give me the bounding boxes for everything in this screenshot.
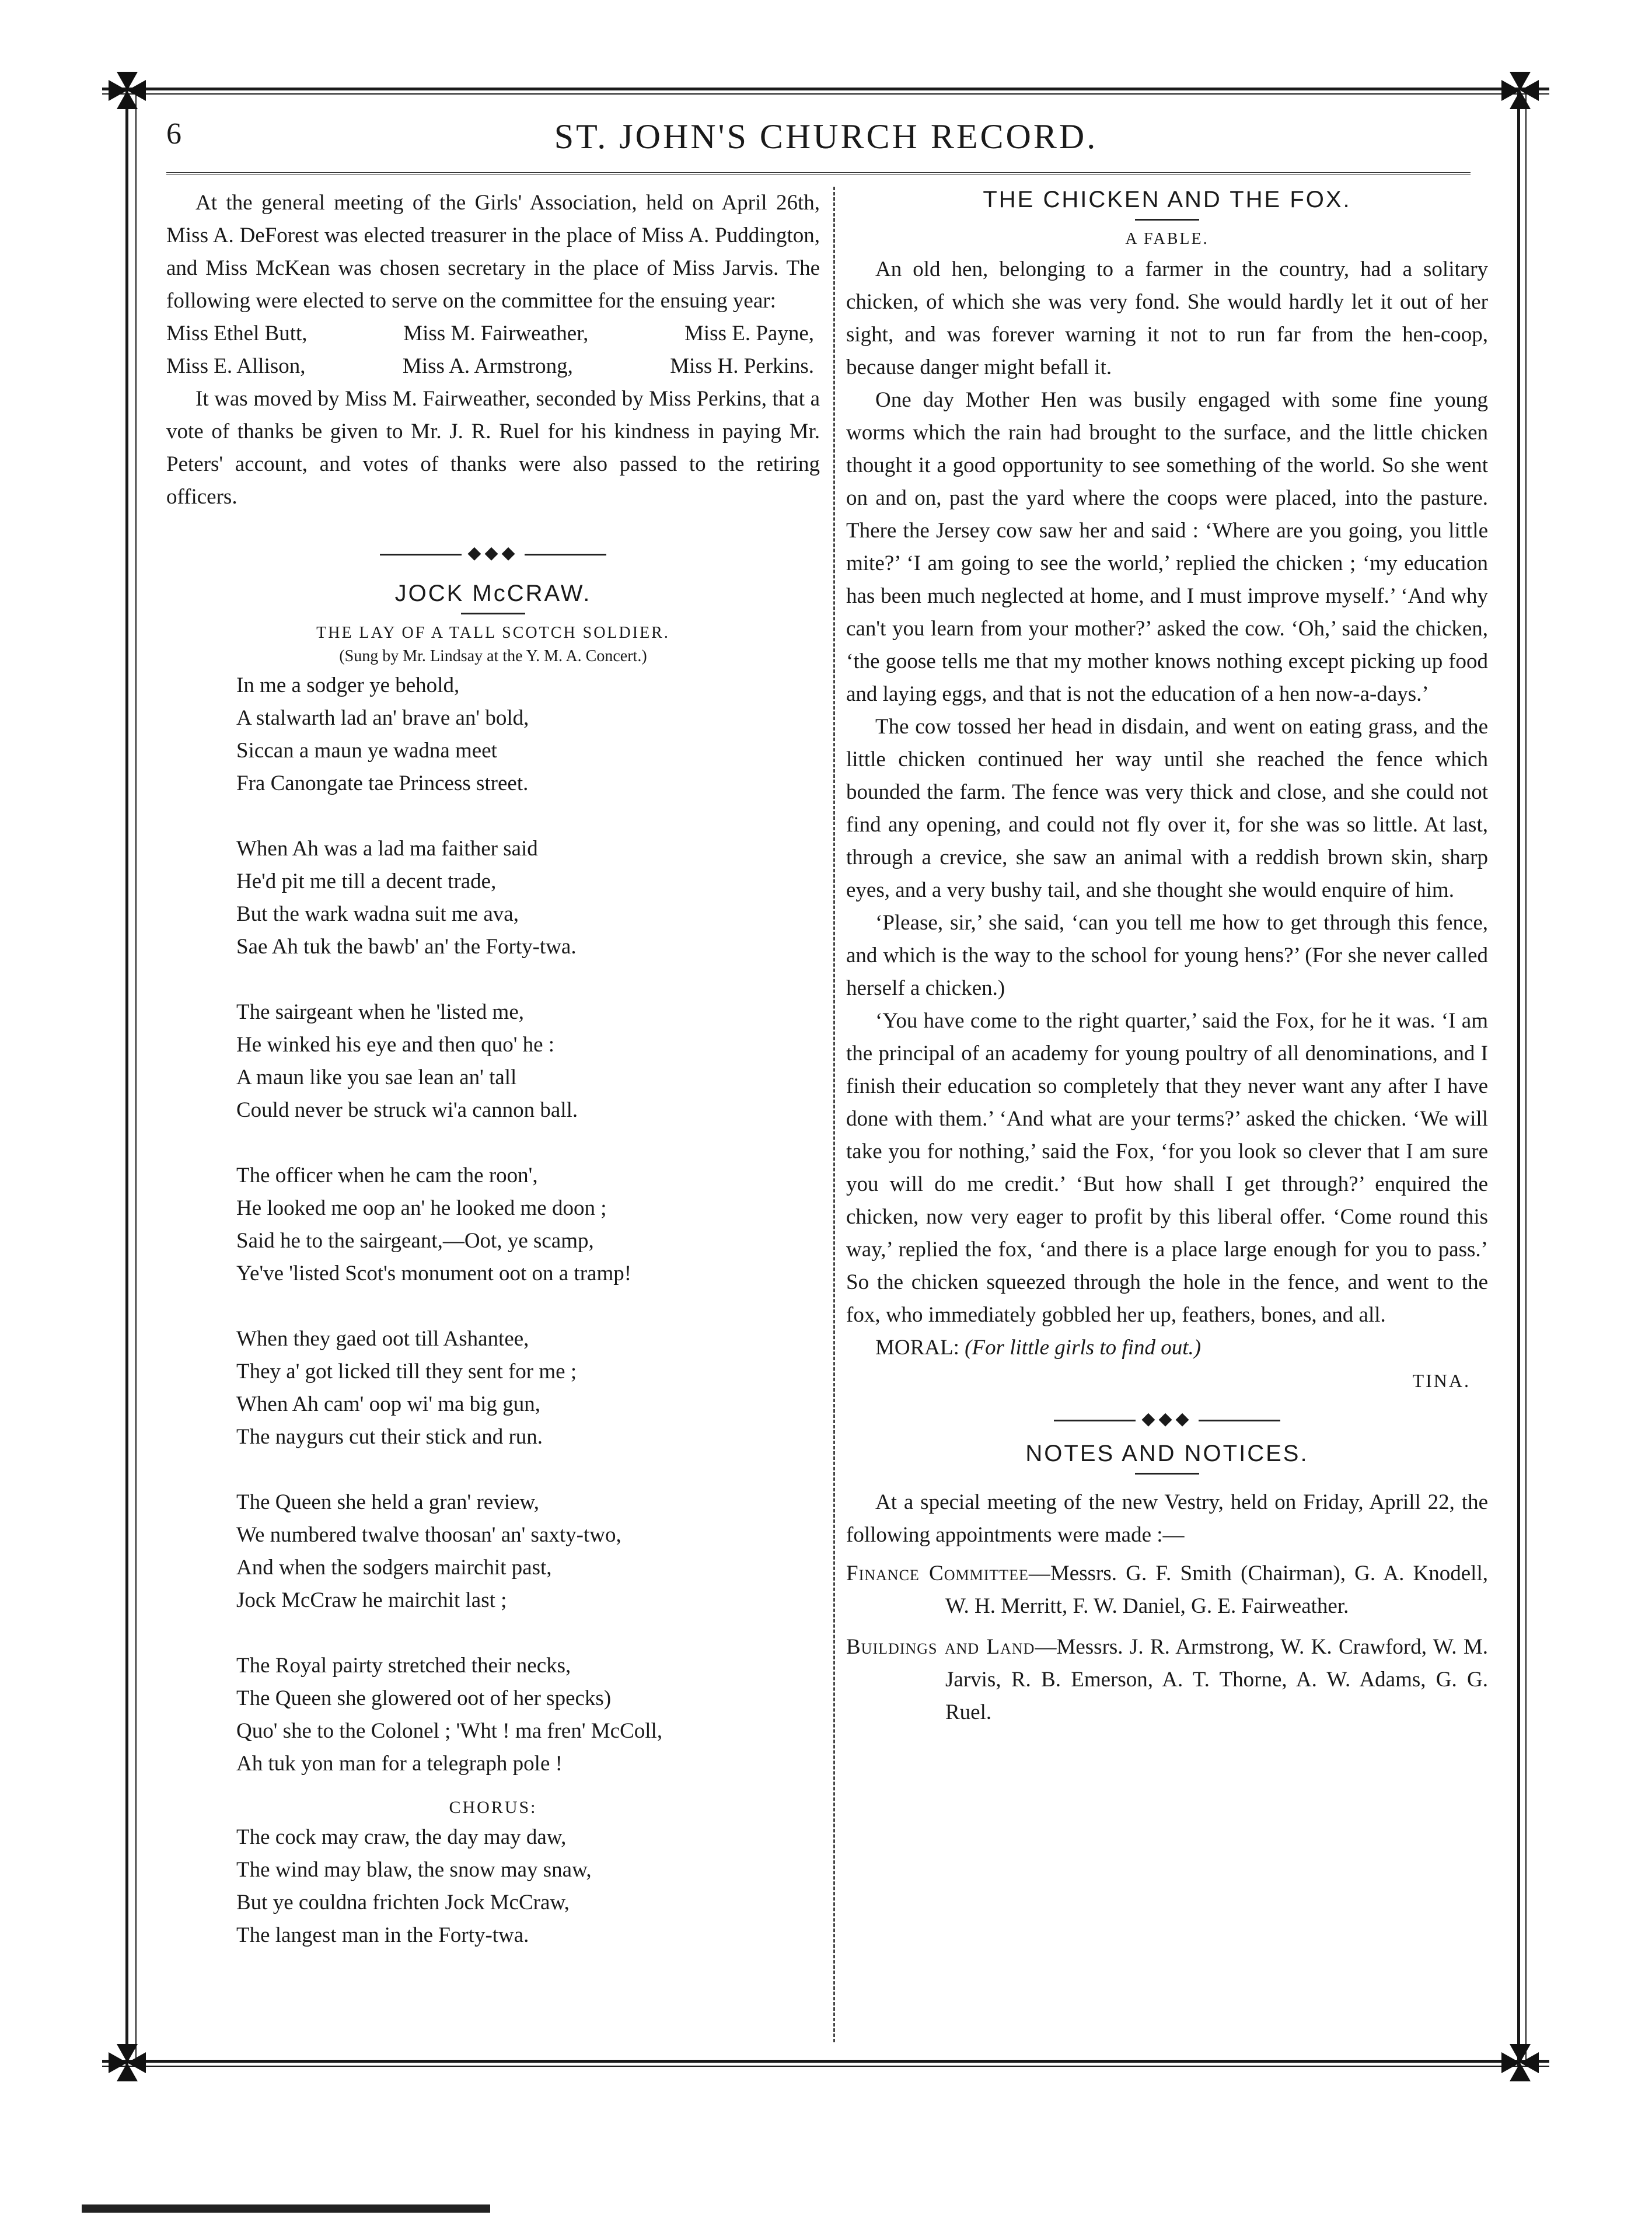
fable-paragraph: The cow tossed her head in disdain, and went on eating grass, and the little chicken continued her way until she reached the fence which bounded the farm. The fence was very thick and close, and she could not find any opening, and could not fly over it, for she was so little. At last, through a crevice, she saw an animal with a reddish brown skin, sharp eyes, and a very bushy tail, and she thought she would enquire of him. — [846, 715, 1488, 902]
page-number: 6 — [166, 117, 181, 151]
verse-line: The Queen she held a gran' review, — [236, 1490, 539, 1514]
title-rule — [461, 613, 525, 614]
stanza — [236, 1159, 820, 1290]
verse-line: We numbered twalve thoosan' an' saxty-two, — [236, 1523, 621, 1547]
verse-line: And when the sodgers mairchit past, — [236, 1556, 552, 1580]
stanza — [236, 833, 820, 963]
section-ornament: ◆◆◆ — [846, 1409, 1488, 1429]
poem-stanzas — [166, 669, 820, 1780]
notices-intro: At a special meeting of the new Vestry, held on Friday, Aprill 22, the following appointments were made :— — [846, 1490, 1488, 1547]
vote-of-thanks-paragraph: It was moved by Miss M. Fairweather, seconded by Miss Perkins, that a vote of thanks be given to Mr. J. R. Ruel for his kindness in paying Mr. Peters' account, and votes of thanks were also passed to the retiring officers. — [166, 387, 820, 509]
verse-line: The cock may craw, the day may daw, — [236, 1825, 567, 1849]
verse-line: Ah tuk yon man for a telegraph pole ! — [236, 1752, 563, 1776]
notices-title: NOTES AND NOTICES. — [1025, 1441, 1309, 1466]
committee-list — [166, 317, 820, 383]
frame-top-rule — [102, 88, 1549, 90]
committee-member: Miss E. Allison, — [166, 354, 306, 378]
committee-member: Miss H. Perkins. — [670, 354, 814, 378]
title-rule — [1135, 219, 1199, 221]
poem-note: (Sung by Mr. Lindsay at the Y. M. A. Concert.) — [339, 647, 647, 665]
verse-line: He'd pit me till a decent trade, — [236, 869, 497, 893]
chorus-label: CHORUS: — [449, 1798, 537, 1817]
fable-moral — [846, 1332, 1488, 1364]
buildings-land-members: —Messrs. J. R. Armstrong, W. K. Crawford, W. M. Jarvis, R. B. Emerson, A. T. Thorne, A. W. Adams, G. G. Ruel. — [945, 1635, 1488, 1724]
journal-title: ST. JOHN'S CHURCH RECORD. — [554, 117, 1098, 156]
finance-committee-label: Finance Committee — [846, 1561, 1029, 1585]
verse-line: Ye've 'listed Scot's monument oot on a tramp! — [236, 1262, 632, 1285]
chorus — [236, 1821, 820, 1952]
verse-line: When they gaed oot till Ashantee, — [236, 1327, 529, 1351]
fable-subtitle: A FABLE. — [1125, 230, 1209, 248]
poem-title: JOCK McCRAW. — [394, 581, 592, 606]
fable-signature: TINA. — [1412, 1370, 1471, 1391]
scan-edge-mark — [82, 2204, 490, 2213]
verse-line: When Ah was a lad ma faither said — [236, 837, 538, 861]
header-rule — [166, 172, 1471, 174]
frame-bottom-rule-inner — [102, 2066, 1549, 2067]
fable-paragraph: An old hen, belonging to a farmer in the country, had a solitary chicken, of which she was very fond. She would hardly let it out of her sight, and was forever warning it not to run far from the hen-coop, because danger might befall it. — [846, 257, 1488, 379]
verse-line: Said he to the sairgeant,—Oot, ye scamp, — [236, 1229, 594, 1253]
committee-member: Miss A. Armstrong, — [402, 354, 573, 378]
committee-row — [166, 317, 820, 350]
frame-left-rule — [125, 88, 128, 2066]
page-header — [166, 111, 1486, 169]
verse-line: The officer when he cam the roon', — [236, 1164, 538, 1187]
maltese-cross-icon-bottom-left — [104, 2039, 151, 2086]
verse-line: But the wark wadna suit me ava, — [236, 902, 519, 926]
stanza — [236, 669, 820, 800]
verse-line: A maun like you sae lean an' tall — [236, 1065, 517, 1089]
verse-line: In me a sodger ye behold, — [236, 673, 460, 697]
frame-bottom-rule — [102, 2060, 1549, 2063]
moral-text: (For little girls to find out.) — [965, 1336, 1202, 1360]
verse-line: When Ah cam' oop wi' ma big gun, — [236, 1392, 540, 1416]
maltese-cross-icon-bottom-right — [1497, 2039, 1543, 2086]
verse-line: A stalwarth lad an' brave an' bold, — [236, 706, 529, 730]
verse-line: Could never be struck wi'a cannon ball. — [236, 1098, 578, 1122]
verse-line: Quo' she to the Colonel ; 'Wht ! ma fren' McColl, — [236, 1719, 663, 1743]
moral-label: MORAL: — [875, 1336, 959, 1360]
committee-member: Miss M. Fairweather, — [403, 322, 589, 345]
stanza — [236, 1486, 820, 1617]
verse-line: He winked his eye and then quo' he : — [236, 1033, 555, 1057]
verse-line: Fra Canongate tae Princess street. — [236, 771, 529, 795]
committee-member: Miss Ethel Butt, — [166, 322, 308, 345]
verse-line: But ye couldna frichten Jock McCraw, — [236, 1891, 570, 1914]
stanza — [236, 1650, 820, 1780]
finance-committee-members: —Messrs. G. F. Smith (Chairman), G. A. Knodell, W. H. Merritt, F. W. Daniel, G. E. Fairweather. — [945, 1561, 1488, 1618]
fable-paragraph: ‘Please, sir,’ she said, ‘can you tell me how to get through this fence, and which is the way to the school for young hens?’ (For she never called herself a chicken.) — [846, 911, 1488, 1000]
frame-left-rule-inner — [135, 88, 137, 2066]
poem-subtitle: THE LAY OF A TALL SCOTCH SOLDIER. — [316, 624, 670, 642]
maltese-cross-icon-top-left — [104, 67, 151, 114]
committee-member: Miss E. Payne, — [684, 322, 814, 345]
verse-line: He looked me oop an' he looked me doon ; — [236, 1196, 607, 1220]
verse-line: The langest man in the Forty-twa. — [236, 1923, 529, 1947]
left-column — [166, 187, 820, 1952]
frame-right-rule-inner — [1525, 88, 1527, 2066]
buildings-land-entry — [846, 1631, 1488, 1729]
frame-right-rule — [1517, 88, 1520, 2066]
fable-paragraph: One day Mother Hen was busily engaged with some fine young worms which the rain had brought to the surface, and the little chicken thought it a good opportunity to see something of the world. So she went on and on, past the yard where the coops were placed, into the pasture. There the Jersey cow saw her and said : ‘Where are you going, you little mite?’ ‘I am going to see the world,’ replied the chicken ; ‘my education has been much neglected at home, and I must improve myself.’ ‘And why can't you learn from your mother?’ asked the cow. ‘Oh,’ said the chicken, ‘the goose tells me that my mother knows nothing except picking up food and laying eggs, and that is not the education of a hen now-a-days.’ — [846, 388, 1488, 706]
stanza — [236, 1323, 820, 1454]
stanza — [236, 996, 820, 1127]
verse-line: They a' got licked till they sent for me ; — [236, 1360, 577, 1383]
buildings-land-label: Buildings and Land — [846, 1635, 1035, 1659]
verse-line: Siccan a maun ye wadna meet — [236, 739, 497, 763]
maltese-cross-icon-top-right — [1497, 67, 1543, 114]
verse-line: Sae Ah tuk the bawb' an' the Forty-twa. — [236, 935, 577, 959]
column-divider — [833, 187, 835, 2042]
fable-title: THE CHICKEN AND THE FOX. — [983, 187, 1351, 212]
committee-row — [166, 350, 820, 383]
title-rule — [1135, 1473, 1199, 1475]
section-ornament: ◆◆◆ — [166, 543, 820, 563]
frame-top-rule-inner — [102, 93, 1549, 95]
right-column — [846, 187, 1488, 1729]
verse-line: Jock McCraw he mairchit last ; — [236, 1588, 507, 1612]
finance-committee-entry — [846, 1557, 1488, 1623]
verse-line: The Queen she glowered oot of her specks) — [236, 1686, 612, 1710]
verse-line: The wind may blaw, the snow may snaw, — [236, 1858, 592, 1882]
verse-line: The Royal pairty stretched their necks, — [236, 1654, 571, 1678]
verse-line: The naygurs cut their stick and run. — [236, 1425, 543, 1449]
verse-line: The sairgeant when he 'listed me, — [236, 1000, 524, 1024]
girls-association-paragraph: At the general meeting of the Girls' Association, held on April 26th, Miss A. DeForest was elected treasurer in the place of Miss A. Puddington, and Miss McKean was chosen secretary in the place of Miss Jarvis. The following were elected to serve on the committee for the ensuing year: — [166, 191, 820, 313]
fable-paragraph: ‘You have come to the right quarter,’ said the Fox, for he it was. ‘I am the principal of an academy for young poultry of all denominations, and I finish their education so completely that they never want any after I have done with them.’ ‘And what are your terms?’ asked the chicken. ‘We will take you for nothing,’ said the Fox, ‘for you look so clever that I am sure you will do me credit.’ ‘But how shall I get through?’ enquired the chicken, now very eager to profit by this liberal offer. ‘Come round this way,’ replied the fox, ‘and there is a place large enough for you to pass.’ So the chicken squeezed through the hole in the fence, and went to the fox, who immediately gobbled her up, feathers, bones, and all. — [846, 1009, 1488, 1327]
